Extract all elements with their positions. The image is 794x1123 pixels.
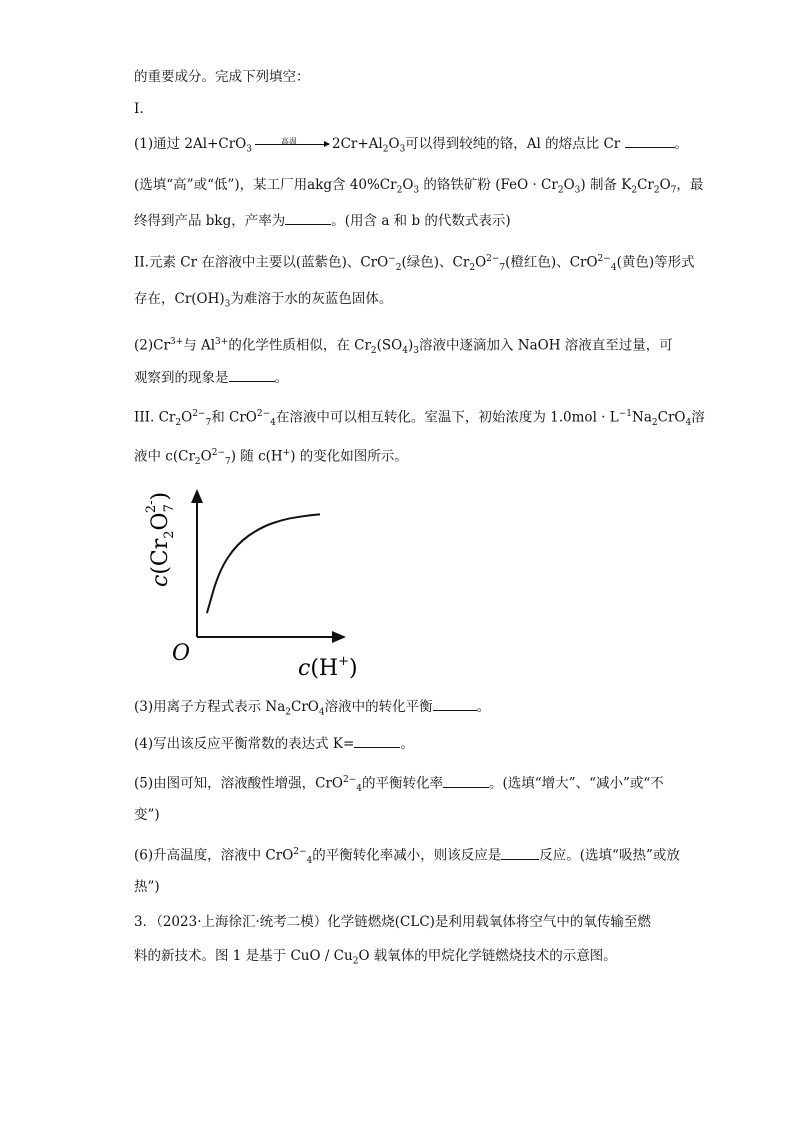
x-axis-arrow [332, 631, 346, 643]
answer-blank[interactable] [433, 698, 477, 711]
y-axis-label [144, 492, 177, 587]
next-question-line-1: 3．（2023·上海徐汇·统考二模）化学链燃烧(CLC)是利用载氧体将空气中的氧传输至燃 [134, 914, 651, 930]
y-axis-arrow [191, 489, 203, 503]
answer-blank[interactable] [354, 735, 400, 748]
series-line [207, 514, 320, 613]
origin-label: O [172, 641, 191, 666]
section-ii-line-1: II.元素 Cr 在溶液中主要以(蓝紫色)、CrO−$_2$(绿色)、$Cr_2O^{2-}_7$(橙红色)、CrO$^{2-}_4$(黄色)等形式 [134, 254, 695, 274]
section-iii-line-1: III. $Cr_2O^{2-}_7$和 CrO$^{2-}_4$在溶液中可以相互转化。室温下，初始浓度为 $1.0mol \cdot L^{-1}Na_2CrO_4$溶 [134, 409, 705, 429]
concentration-chart [140, 475, 370, 685]
answer-blank[interactable] [625, 135, 675, 148]
question-5-line-1: (5)由图可知，溶液酸性增强，CrO$^{2-}_4$的平衡转化率 。(选填“增大”、“减小”或“不 [134, 775, 664, 795]
question-6-line-1: (6)升高温度，溶液中 CrO$^{2-}_4$的平衡转化率减小，则该反应是 反应。(选填“吸热”或放 [134, 847, 680, 867]
question-2-line-1: $(2)Cr^{3+}$与 $Al^{3+}$的化学性质相似，在 $Cr_2(SO_4)_3$溶液中逐滴加入 NaOH 溶液直至过量，可 [134, 337, 673, 357]
section-i-label: I. [134, 101, 144, 117]
question-6-line-2: 热”) [134, 879, 160, 895]
next-question-line-2: 料的新技术。图 1 是基于 CuO / $Cu_2O$ 载氧体的甲烷化学链燃烧技术的示意图。 [134, 948, 617, 967]
question-5-line-2: 变”) [134, 807, 160, 823]
question-1-line-1: (1)通过 2Al+CrO$_3$ 高温 $2Cr+Al_2O_3$可以得到较纯的铬，Al 的熔点比 Cr 。 [134, 135, 688, 159]
question-2-line-2: 观察到的现象是 。 [134, 370, 288, 386]
question-1-line-2: (选填“高”或“低”)，某工厂用akg含 $40\%Cr_2O_3$ 的铬铁矿粉 $(FeO \cdot Cr_2O_3)$ 制备 $K_2Cr_2O_7$，最 [134, 177, 704, 196]
svg-text:c(Cr2O72-): $c(Cr_2O_72-)$ [144, 491, 177, 587]
question-1-line-3: 终得到产品 bkg，产率为 。(用含 a 和 b 的代数式表示) [134, 213, 511, 229]
reaction-arrow [255, 137, 329, 146]
x-axis-label: c(H+) [298, 654, 358, 681]
answer-blank[interactable] [501, 847, 539, 860]
answer-blank[interactable] [285, 212, 331, 225]
arrow-label: 高温 [280, 137, 297, 146]
section-iii-line-2: 液中 $c(Cr_2O^{2-}_7)$ 随 c(H+) 的变化如图所示。 [134, 448, 408, 468]
question-4: (4)写出该反应平衡常数的表达式 K= 。 [134, 736, 414, 752]
section-ii-line-2: 存在，$Cr(OH)_3$为难溶于水的灰蓝色固体。 [134, 291, 393, 310]
answer-blank[interactable] [443, 775, 489, 788]
question-3: (3)用离子方程式表示 $Na_2CrO_4$溶液中的转化平衡 。 [134, 699, 491, 718]
answer-blank[interactable] [229, 369, 275, 382]
intro-line: 的重要成分。完成下列填空： [134, 69, 310, 85]
